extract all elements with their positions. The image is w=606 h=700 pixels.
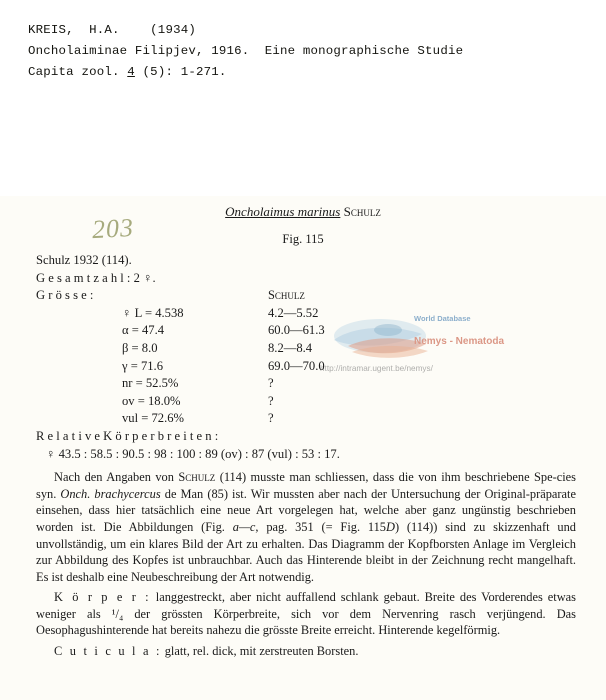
measurement-value: 8.2—8.4 [268, 340, 313, 355]
measurement-symbol: α = 47.4 [122, 323, 165, 338]
remarks-d: de Man (85) ist. Wir mussten aber nach der Untersuchung der Original- [160, 486, 530, 501]
stamp-url: http://intramar.ugent.be/nemys/ [320, 364, 433, 373]
cuticle-text: glatt, rel. dick, mit zerstreuten Borsten. [161, 644, 359, 659]
stamp-title: Nemys - Nematoda [414, 336, 505, 347]
remarks-c: cies syn. [36, 470, 576, 501]
remarks-synonym: Onch. brachycercus [60, 486, 161, 501]
citation-source-volume: 4 [127, 65, 135, 79]
remarks-schulz: Schulz [178, 470, 216, 485]
table-row [36, 358, 576, 376]
reference-line: Schulz 1932 (114). [36, 253, 132, 267]
scanned-page [0, 196, 606, 700]
table-row [36, 375, 576, 393]
remarks-a: Nach den Angaben von [54, 470, 179, 485]
total-count-line [36, 270, 576, 288]
measurement-table [36, 305, 576, 428]
pencil-page-number: 203 [91, 212, 135, 245]
measurement-symbol: vul = 72.6% [122, 411, 185, 426]
citation-line-author: KREIS, H.A. (1934) [28, 23, 196, 37]
body-label: K ö r p e r : [54, 590, 151, 605]
measurement-symbol: β = 8.0 [122, 340, 158, 355]
citation-line-source [28, 62, 588, 83]
remarks-b: (114) musste man schliessen, dass die von ihm beschriebene Spe- [215, 470, 557, 485]
table-row [36, 393, 576, 411]
paragraph-remarks [36, 469, 576, 585]
total-count-value: 2 ♀. [133, 270, 156, 285]
species-name: Oncholaimus marinus [225, 204, 341, 219]
table-row [36, 410, 576, 428]
remarks-f: , pag. 351 (= Fig. 115 [255, 519, 386, 534]
table-row [36, 322, 576, 340]
citation-source-suffix: (5): 1-271. [134, 65, 227, 79]
figure-label: Fig. 115 [282, 232, 324, 246]
measurement-value: ? [268, 376, 274, 391]
table-row [36, 305, 576, 323]
paragraph-cuticle [36, 643, 576, 660]
cuticle-label: C u t i c u l a : [54, 644, 162, 659]
page-body [36, 252, 576, 660]
measurement-value: 60.0—61.3 [268, 323, 325, 338]
measurement-value: 69.0—70.0 [268, 358, 325, 373]
remarks-fig-letters: a—c [232, 519, 256, 534]
measurement-symbol: ♀ L = 4.538 [122, 305, 184, 320]
stamp-subtitle: World Database [414, 314, 471, 323]
measurement-symbol: ov = 18.0% [122, 393, 181, 408]
relative-widths-label: R e l a t i v e K ö r p e r b r e i t e n : [36, 428, 219, 443]
size-label: G r ö s s e : [36, 288, 94, 303]
measurement-symbol: γ = 71.6 [122, 358, 164, 373]
remarks-fig-d: D [386, 519, 395, 534]
size-line [36, 287, 576, 305]
relative-widths-value: ♀ 43.5 : 58.5 : 90.5 : 98 : 100 : 89 (ov) : 87 (vul) : 53 : 17. [46, 446, 340, 461]
remarks-g: ) (114)) sind zu skizzenhaft und unvollständig, um ein klares Bild der Art zu erhalten. Das Diagramm der Kopfborsten Anlage im Vergleich zur Abbildung des Kopfes ist unbrauchbar. Auch das Hinterende bleibt in der Zeichnung recht mangelhaft. Es ist deshalb eine Neubeschreibung der Art notwendig. [36, 519, 576, 584]
remarks-e: präparate einsehen, dass hier tatsächlich eine neue Art vorgelegen hat, welche aber ganz ungünstig beschrieben worden ist. Die Abbildungen (Fig. [36, 486, 576, 534]
paragraph-body [36, 589, 576, 639]
measurement-value: ? [268, 411, 274, 426]
species-author: Schulz [343, 204, 381, 219]
citation-source-prefix: Capita zool. [28, 65, 128, 79]
body-text: langgestreckt, aber nicht auffallend schlank gebaut. Breite des Vorderendes etwas weniger als ¹/₄ der grössten Körperbreite, sich vor dem Nervenring rasch verjüngend. Das Oesophagushinterende hat bereits nahezu die grösste Breite erreicht. Hinterende kegelförmig. [36, 590, 576, 638]
measurement-value: ? [268, 393, 274, 408]
total-count-label: G e s a m t z a h l : [36, 270, 131, 285]
measurement-column-header: Schulz [268, 288, 305, 303]
table-row [36, 340, 576, 358]
measurement-symbol: nr = 52.5% [122, 376, 179, 391]
citation-line-title: Oncholaiminae Filipjev, 1916. Eine monographische Studie [28, 44, 464, 58]
measurement-value: 4.2—5.52 [268, 305, 319, 320]
citation-block [28, 20, 588, 83]
